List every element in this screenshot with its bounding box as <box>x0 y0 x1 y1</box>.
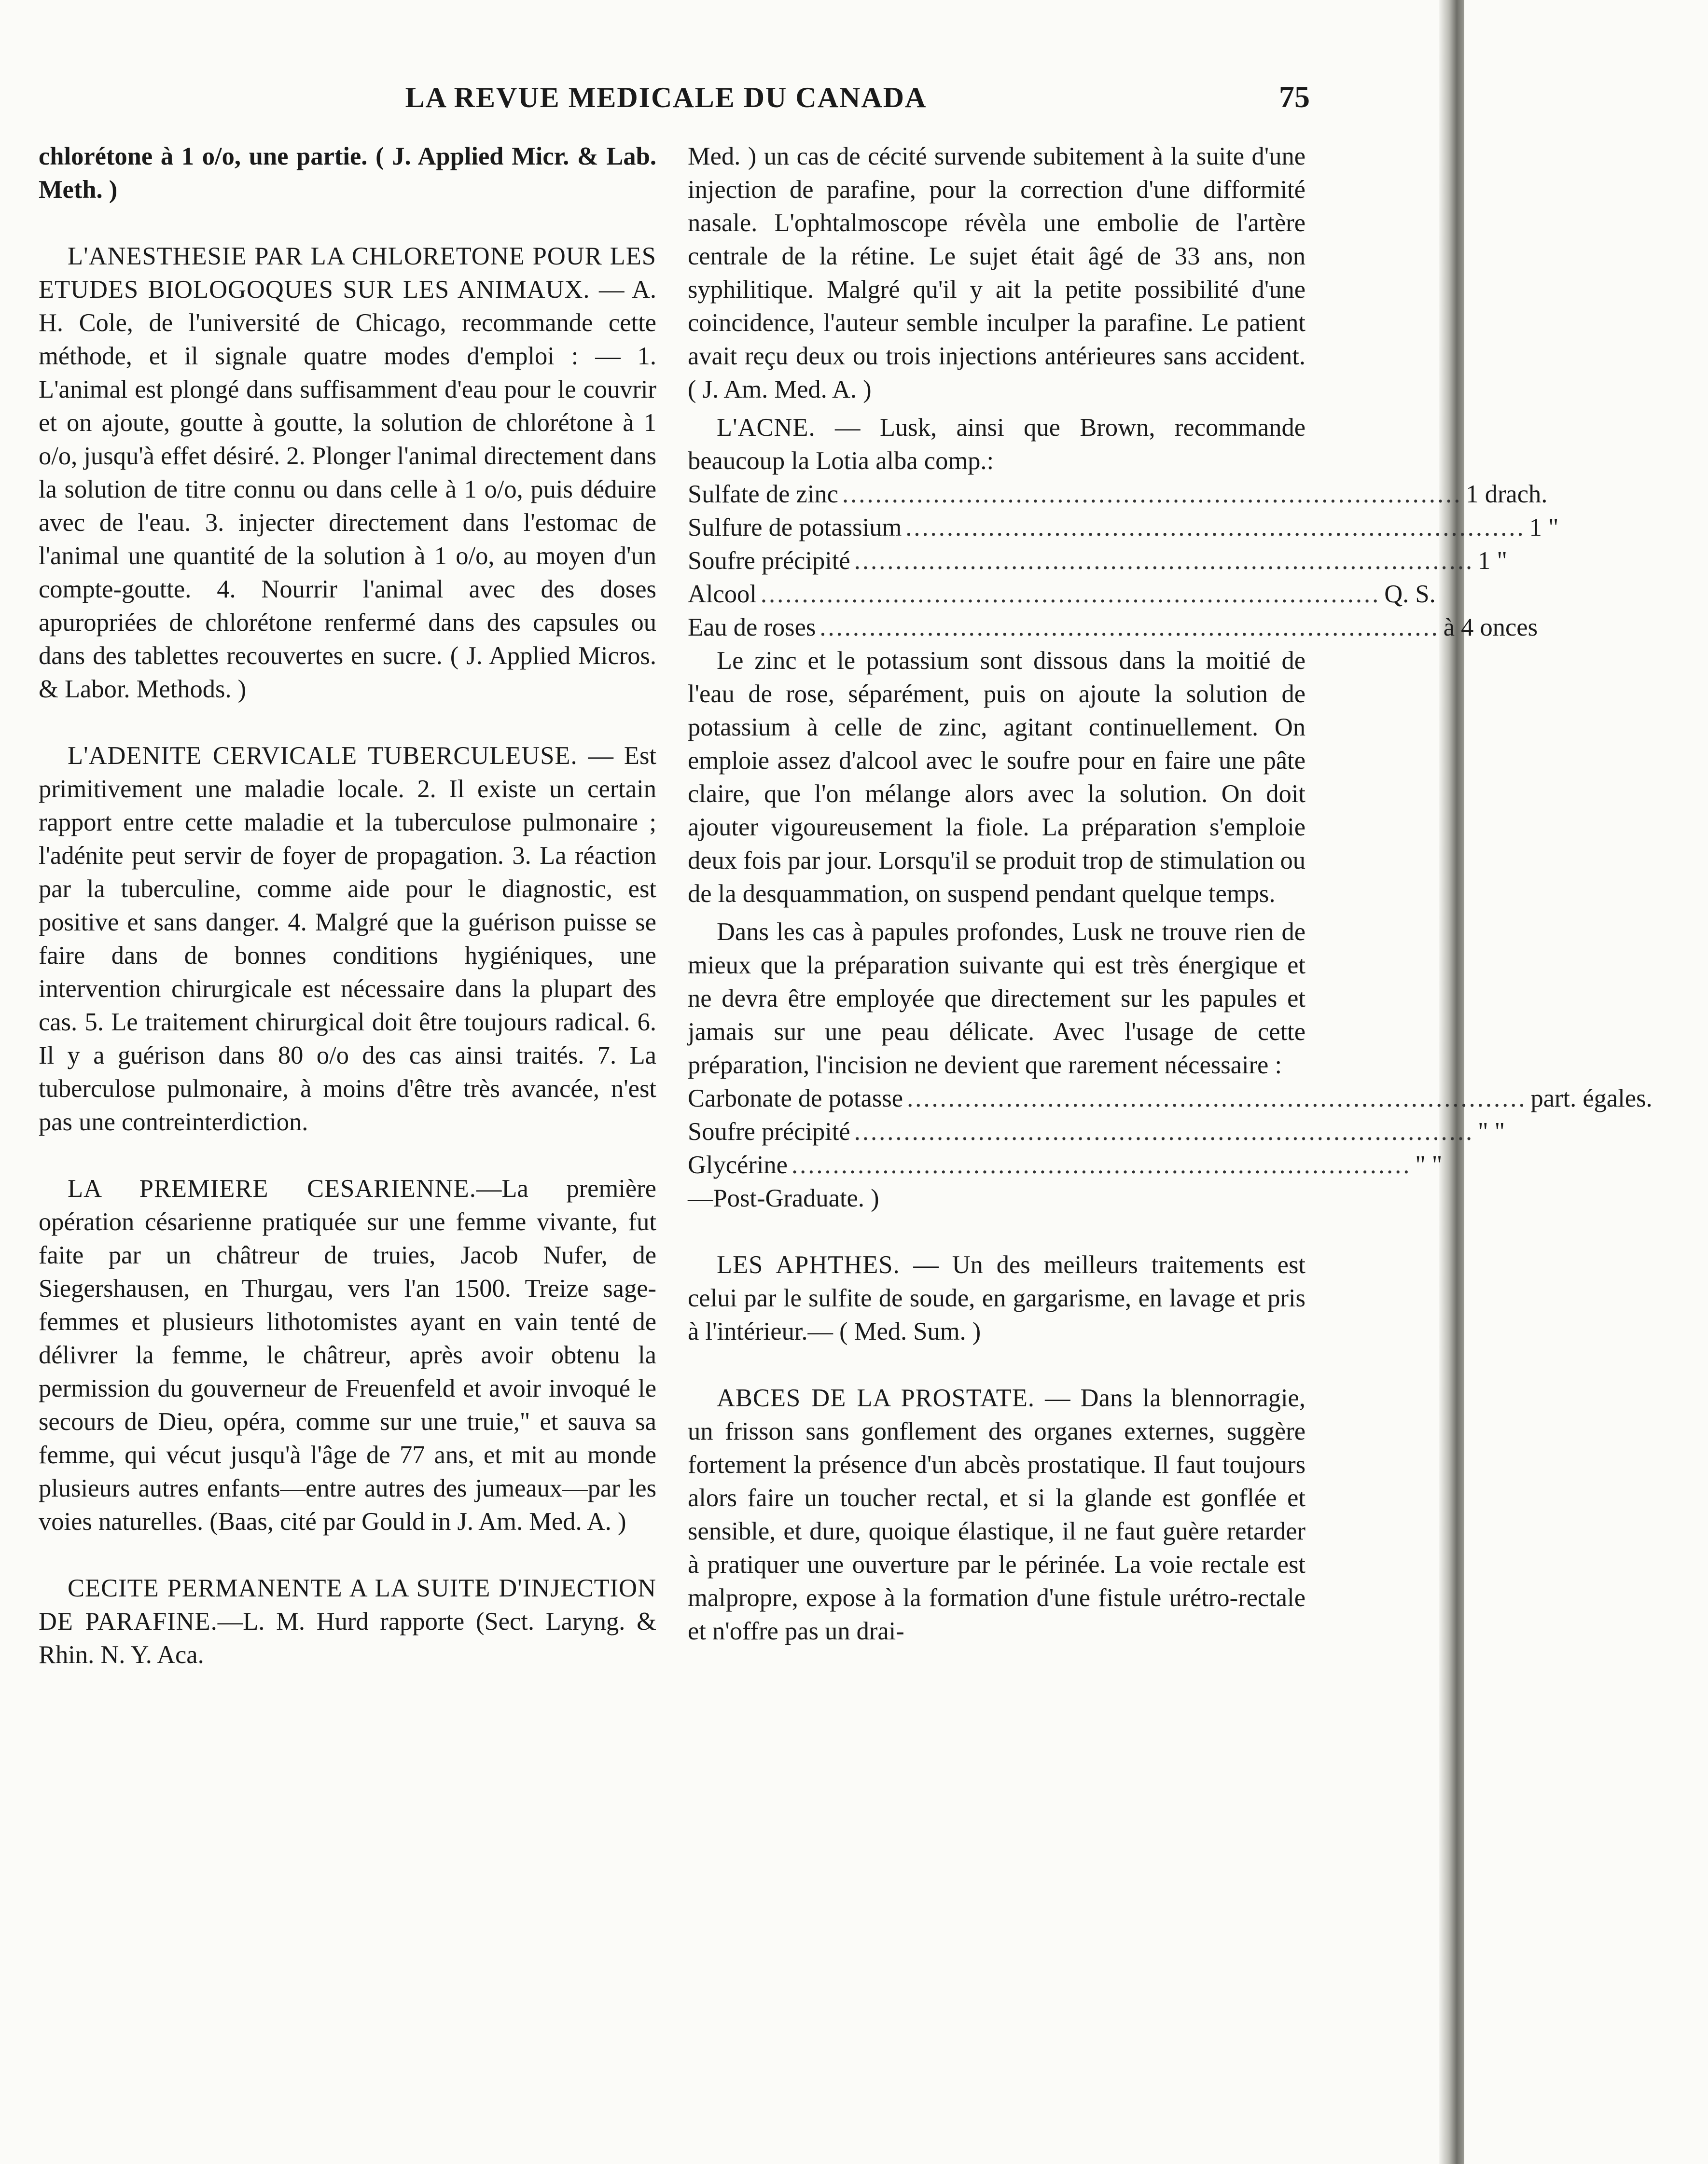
article-heading: LA PREMIERE CESARIENNE. <box>68 1175 476 1203</box>
ingredient-quantity: à 4 onces <box>1443 613 1538 641</box>
ingredient-quantity: Q. S. <box>1384 580 1436 608</box>
ingredient-name: Glycérine <box>688 1151 788 1179</box>
dot-leader: ........................................................................... <box>854 1118 1474 1146</box>
article-cecite-continuation: Med. ) un cas de cécité survende subitement à la suite d'une injection de parafine, pour la correction d'une difformité nasale. L'ophtalmoscope révèla une embolie de l'artère centrale de la rétine. Le sujet était âgé de 33 ans, non syphilitique. Malgré qu'il y ait la petite possibilité d'une coincidence, l'auteur semble inculper la parafine. Le patient avait reçu deux ou trois injections antérieures sans accident. ( J. Am. Med. A. ) <box>688 142 1305 403</box>
prescription-lotion <box>688 478 1559 644</box>
article-cecite <box>39 1572 656 1672</box>
dot-leader: ........................................................................... <box>854 547 1474 575</box>
dot-leader: ........................................................................... <box>905 513 1526 541</box>
dot-leader: ........................................................................... <box>791 1151 1412 1179</box>
article-body: —La première opération césarienne pratiquée sur une femme vivante, fut faite par un châtreur de truies, Jacob Nufer, de Siegershausen, en Thurgau, vers l'an 1500. Treize sage-femmes et plusieurs lithotomistes ayant en vain tenté de délivrer la femme, le châtreur, après avoir obtenu la permission du gouverneur de Freuenfeld et avoir invoqué le secours de Dieu, opéra, comme sur une truie," et sauva sa femme, qui vécut jusqu'à l'âge de 77 ans, et mit au monde plusieurs autres enfants—entre autres des jumeaux—par les voies naturelles. (Baas, cité par Gould in J. Am. Med. A. ) <box>39 1175 656 1536</box>
left-column <box>39 140 656 1672</box>
article-body: — Dans la blennorragie, un frisson sans gonflement des organes externes, suggère fortement la présence d'un abcès prostatique. Il faut toujours alors faire un toucher rectal, et si la glande est gonflée et sensible, et dure, quoique élastique, il ne faut guère retarder à pratiquer une ouverture par le périnée. La voie rectale est malpropre, expose à la formation d'une fistule urétro-rectale et n'offre pas un drai- <box>688 1384 1305 1645</box>
prescription-row <box>688 578 1436 611</box>
prescription-row <box>688 611 1538 644</box>
acne-preparation-text: Le zinc et le potassium sont dissous dans la moitié de l'eau de rose, séparément, puis on ajoute la solution de potassium à celle de zinc, agitant continuellement. On emploie assez d'alcool avec le soufre pour en faire une pâte claire, que l'on mélange alors avec la solution. On doit ajouter vigoureusement la fiole. La préparation s'emploie deux fois par jour. Lorsqu'il se produit trop de stimulation ou de la desquammation, on suspend pendant quelque temps. <box>688 647 1305 908</box>
ingredient-name: Carbonate de potasse <box>688 1084 903 1112</box>
article-heading: L'ADENITE CERVICALE TUBERCULEUSE. <box>68 742 578 770</box>
running-title: LA REVUE MEDICALE DU CANADA <box>405 82 927 113</box>
page-header <box>0 72 1429 116</box>
article-heading: L'ANESTHESIE PAR LA CHLORETONE POUR LES ETUDES BIOLOGOQUES SUR LES ANIMAUX. <box>39 242 656 304</box>
dot-leader: ........................................................................... <box>819 613 1440 641</box>
article-aphthes <box>688 1248 1305 1348</box>
page-number: 75 <box>1279 80 1310 114</box>
article-body: — Est primitivement une maladie locale. 2. Il existe un certain rapport entre cette maladie et la tuberculose pulmonaire ; l'adénite peut servir de foyer de propagation. 3. La réaction par la tuberculine, comme aide pour le diagnostic, est positive et sans danger. 4. Malgré que la guérison puisse se faire dans de bonnes conditions hygiéniques, une intervention chirurgicale est nécessaire dans la plupart des cas. 5. Le traitement chirurgical doit être toujours radical. 6. Il y a guérison dans 80 o/o des cas ainsi traités. 7. La tuberculose pulmonaire, à moins d'être très avancée, n'est pas une contreinterdiction. <box>39 742 656 1136</box>
prescription-row <box>688 544 1507 578</box>
article-body: — A. H. Cole, de l'université de Chicago, recommande cette méthode, et il signale quatre modes d'emploi : — 1. L'animal est plongé dans suffisamment d'eau pour le couvrir et on ajoute, goutte à goutte, la solution de chlorétone à 1 o/o, jusqu'à effet désiré. 2. Plonger l'animal directement dans la solution de titre connu ou dans celle à 1 o/o, puis déduire avec de l'eau. 3. injecter directement dans l'estomac de l'animal une quantité de la solution à 1 o/o, au moyen d'un compte-goutte. 4. Nourrir l'animal avec des doses apuropriées de chlorétone renfermé dans des capsules ou dans des tablettes recouvertes en sucre. ( J. Applied Micros. & Labor. Methods. ) <box>39 276 656 703</box>
prescription-row <box>688 1082 1652 1115</box>
acne-papules-text: Dans les cas à papules profondes, Lusk ne trouve rien de mieux que la préparation suivante qui est très énergique et ne devra être employée que directement sur les papules et jamais sur une peau délicate. Avec l'usage de cette préparation, l'incision ne devient que rarement nécessaire : <box>688 918 1305 1079</box>
ingredient-name: Soufre précipité <box>688 1118 850 1146</box>
ingredient-name: Alcool <box>688 580 757 608</box>
ingredient-name: Sulfate de zinc <box>688 480 838 508</box>
article-abces <box>688 1382 1305 1648</box>
prescription-row <box>688 1115 1505 1149</box>
ingredient-quantity: 1 " <box>1478 547 1507 575</box>
article-cesarienne <box>39 1172 656 1539</box>
source-citation: —Post-Graduate. ) <box>688 1184 879 1212</box>
ingredient-name: Eau de roses <box>688 613 816 641</box>
article-heading: LES APHTHES. <box>717 1251 900 1279</box>
prescription-paste <box>688 1082 1652 1182</box>
article-heading: CECITE PERMANENTE A LA SUITE D'INJECTION DE PARAFINE. <box>39 1574 656 1636</box>
article-continuation: chlorétone à 1 o/o, une partie. ( J. Applied Micr. & Lab. Meth. ) <box>39 142 656 204</box>
article-acne <box>688 411 1305 478</box>
right-column <box>688 140 1652 1648</box>
prescription-row <box>688 1149 1443 1182</box>
prescription-row <box>688 478 1548 511</box>
dot-leader: ........................................................................... <box>907 1084 1527 1112</box>
ingredient-quantity: " " <box>1415 1151 1443 1179</box>
article-body: — Lusk, ainsi que Brown, recommande beaucoup la Lotia alba comp.: <box>688 414 1305 475</box>
article-body: —L. M. Hurd rapporte (Sect. Laryng. & Rhin. N. Y. Aca. <box>39 1608 656 1669</box>
article-heading: ABCES DE LA PROSTATE. <box>717 1384 1035 1412</box>
prescription-row <box>688 511 1559 544</box>
ingredient-quantity: " " <box>1478 1118 1505 1146</box>
article-heading: L'ACNE. <box>717 414 816 442</box>
ingredient-quantity: 1 " <box>1529 513 1559 541</box>
ingredient-quantity: part. égales. <box>1530 1084 1652 1112</box>
article-anesthesie <box>39 240 656 706</box>
dot-leader: ........................................................................... <box>842 480 1462 508</box>
dot-leader: ........................................................................... <box>760 580 1381 608</box>
ingredient-name: Sulfure de potassium <box>688 513 902 541</box>
ingredient-name: Soufre précipité <box>688 547 850 575</box>
ingredient-quantity: 1 drach. <box>1466 480 1548 508</box>
article-adenite <box>39 739 656 1139</box>
article-body: — Un des meilleurs traitements est celui par le sulfite de soude, en gargarisme, en lavage et pris à l'intérieur.— ( Med. Sum. ) <box>688 1251 1305 1346</box>
